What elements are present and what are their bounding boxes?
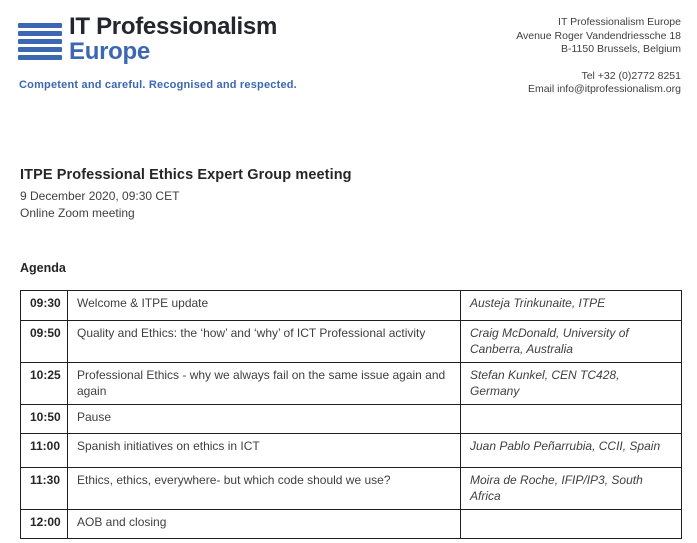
agenda-time: 12:00 xyxy=(21,509,68,538)
table-row xyxy=(21,362,682,404)
table-row xyxy=(21,509,682,538)
agenda-speaker: Austeja Trinkunaite, ITPE xyxy=(461,290,682,320)
agenda-speaker: Moira de Roche, IFIP/IP3, South Africa xyxy=(461,467,682,509)
logo-wordmark xyxy=(69,14,277,64)
agenda-topic: Ethics, ethics, everywhere- but which code should we use? xyxy=(68,467,461,509)
contact-org: IT Professionalism Europe xyxy=(558,16,681,28)
agenda-time: 09:30 xyxy=(21,290,68,320)
logo-title-line2: Europe xyxy=(69,38,150,65)
meeting-info xyxy=(20,167,681,222)
table-row xyxy=(21,404,682,433)
agenda-speaker xyxy=(461,404,682,433)
meeting-datetime-location xyxy=(20,188,681,222)
letterhead xyxy=(0,0,697,97)
agenda-topic: AOB and closing xyxy=(68,509,461,538)
contact-block xyxy=(516,14,681,97)
contact-address-line2: B-1150 Brussels, Belgium xyxy=(560,43,681,55)
logo-lockup xyxy=(18,14,297,64)
agenda-topic: Spanish initiatives on ethics in ICT xyxy=(68,433,461,467)
table-row xyxy=(21,290,682,320)
agenda-speaker: Stefan Kunkel, CEN TC428, Germany xyxy=(461,362,682,404)
agenda-heading: Agenda xyxy=(20,260,66,275)
agenda-topic: Professional Ethics - why we always fail on the same issue again and again xyxy=(68,362,461,404)
table-row xyxy=(21,467,682,509)
contact-email: Email info@itprofessionalism.org xyxy=(527,83,681,95)
agenda-topic: Quality and Ethics: the ‘how’ and ‘why’ of ICT Professional activity xyxy=(68,320,461,362)
agenda-speaker: Craig McDonald, University of Canberra, Australia xyxy=(461,320,682,362)
agenda-time: 09:50 xyxy=(21,320,68,362)
contact-address-line1: Avenue Roger Vandendriessche 18 xyxy=(516,29,681,42)
agenda-time: 10:50 xyxy=(21,404,68,433)
logo-tagline: Competent and careful. Recognised and respected. xyxy=(19,79,297,91)
table-row xyxy=(21,433,682,467)
agenda-speaker xyxy=(461,509,682,538)
logo-bars-icon xyxy=(18,23,62,60)
agenda-topic: Welcome & ITPE update xyxy=(68,290,461,320)
meeting-title: ITPE Professional Ethics Expert Group meeting xyxy=(20,166,352,183)
agenda-time: 11:30 xyxy=(21,467,68,509)
contact-spacer xyxy=(516,57,681,70)
agenda-topic: Pause xyxy=(68,404,461,433)
agenda-table xyxy=(20,290,682,539)
meeting-datetime: 9 December 2020, 09:30 CET xyxy=(20,188,180,203)
agenda-time: 11:00 xyxy=(21,433,68,467)
table-row xyxy=(21,320,682,362)
agenda-speaker: Juan Pablo Peñarrubia, CCII, Spain xyxy=(461,433,682,467)
agenda-time: 10:25 xyxy=(21,362,68,404)
logo-title-line1: IT Professionalism xyxy=(69,13,277,40)
logo xyxy=(18,14,297,97)
meeting-location: Online Zoom meeting xyxy=(20,205,135,220)
contact-tel: Tel +32 (0)2772 8251 xyxy=(581,69,681,82)
